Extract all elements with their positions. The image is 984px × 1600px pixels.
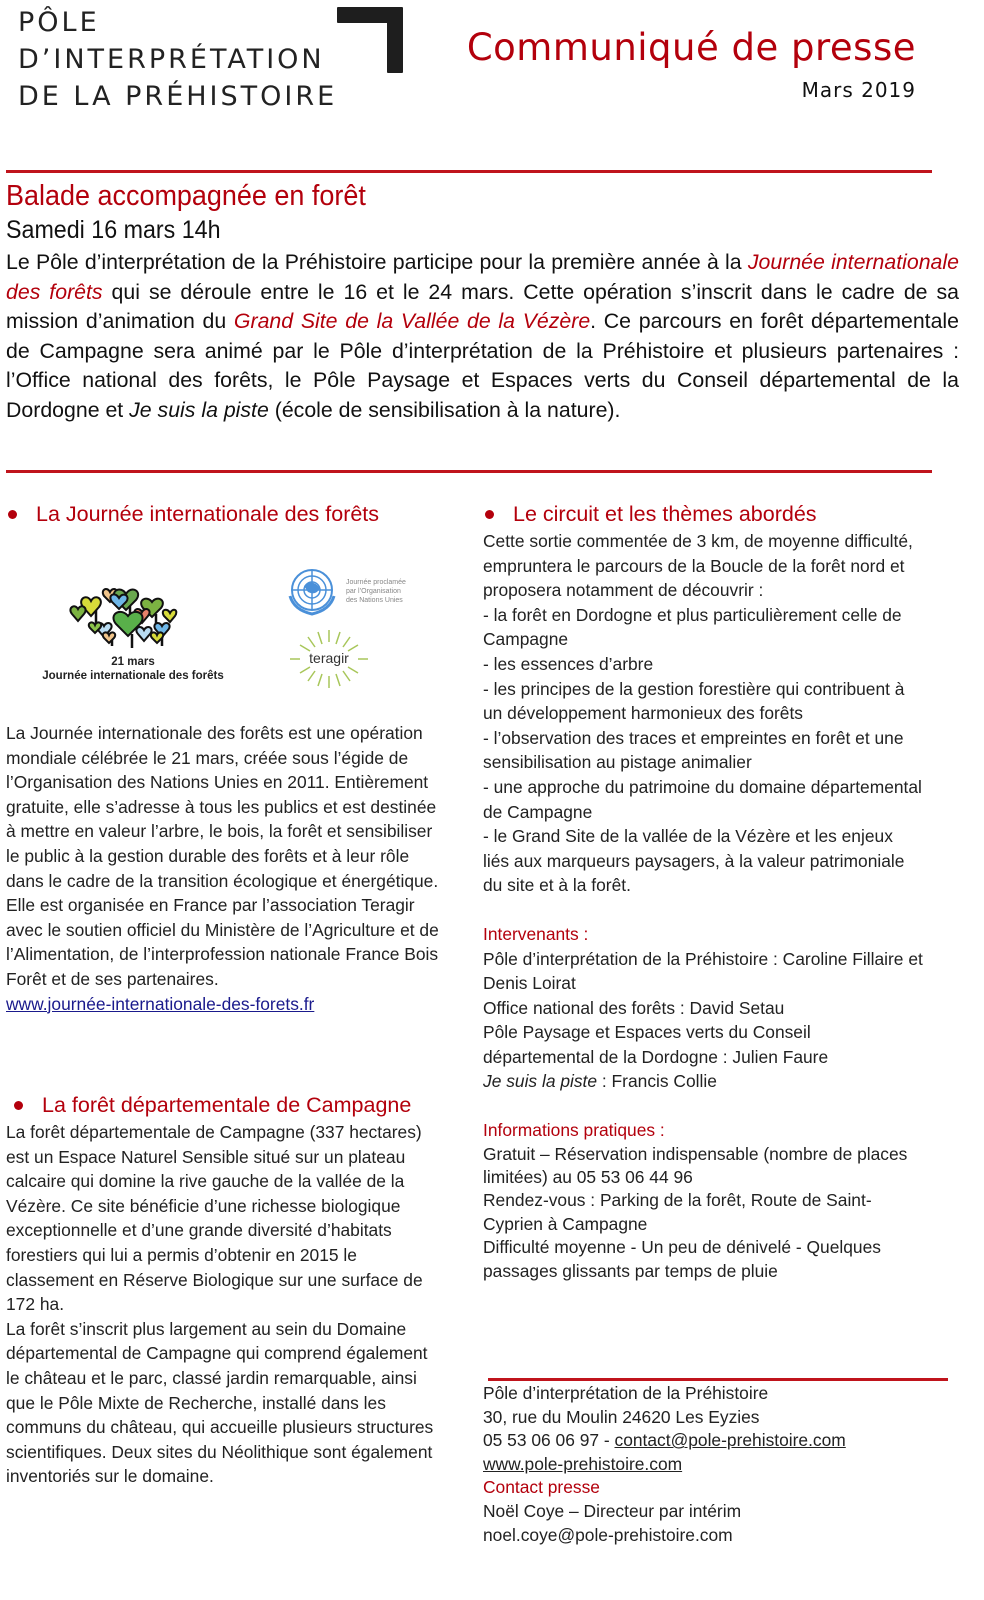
journee-description: La Journée internationale des forêts est une opération mondiale célébrée le 21 mars, créée sous l’égide de l’Organisation des Nations Unies en 2011. Entièrement gratuite, elle s’adresse à tous les publics et est destinée à mettre en valeur l’arbre, le bois, la forêt et sensibiliser le public à la gestion durable des forêts et à leur rôle dans le cadre de la transition écologique et énergétique. Elle est organisée en France par l’association Teragir avec le soutien officiel du Ministère de l’Agriculture et de l’Alimentation, de l’interprofession nationale France Bois Forêt et de ses partenaires. bbox=[6, 723, 439, 989]
campagne-body bbox=[6, 1120, 442, 1489]
un-proclamation-text bbox=[346, 578, 406, 605]
journee-body bbox=[6, 721, 444, 1016]
contact-phone-email bbox=[483, 1429, 953, 1453]
bullet-icon bbox=[485, 510, 494, 519]
section-heading-text: La Journée internationale des forêts bbox=[36, 502, 380, 526]
section-heading-circuit bbox=[485, 502, 817, 527]
circuit-intro: Cette sortie commentée de 3 km, de moyenne difficulté, empruntera le parcours de la Boucle de la forêt nord et proposera notamment de découvrir : bbox=[483, 531, 913, 601]
un-text-line: par l’Organisation bbox=[346, 587, 401, 595]
event-intro-paragraph bbox=[6, 248, 959, 426]
section-heading-journee bbox=[8, 502, 379, 527]
info-line: Gratuit – Réservation indispensable (nombre de places limitées) au 05 53 06 44 96 bbox=[483, 1143, 908, 1188]
organization-logo-text bbox=[18, 4, 337, 115]
campagne-paragraph-2: La forêt s’inscrit plus largement au sein du Domaine départemental de Campagne qui comprend également le château et le parc, classé jardin remarquable, ainsi que le Pôle Mixte de Recherche, installé dans les communs du château, qui accueille plusieurs structures scientifiques. Deux sites du Néolithique sont également inventoriés sur le domaine. bbox=[6, 1318, 434, 1487]
logo-caption-date: 21 mars bbox=[111, 656, 155, 668]
press-contact-name: Noël Coye – Directeur par intérim bbox=[483, 1500, 742, 1521]
circuit-item: - les principes de la gestion forestière qui contribuent à un développement harmonieux des forêts bbox=[483, 678, 905, 724]
circuit-item: - les essences d’arbre bbox=[483, 653, 654, 674]
intervenant-line bbox=[483, 1069, 923, 1094]
infos-label: Informations pratiques : bbox=[483, 1120, 665, 1141]
journee-forets-logo bbox=[28, 572, 238, 684]
contact-email-link[interactable]: contact@pole-prehistoire.com bbox=[614, 1430, 846, 1451]
intro-text-3: . Ce parcours en forêt départementale de Campagne sera animé par le Pôle d’interprétation de la Préhistoire et plusieurs partenaires : l’Office national des forêts, le Pôle Paysage et Espaces verts du Conseil départemental de la Dordogne et bbox=[6, 309, 959, 422]
intro-text-4: (école de sensibilisation à la nature). bbox=[268, 397, 621, 422]
logo-caption-title: Journée internationale des forêts bbox=[42, 670, 224, 682]
intro-text-2: qui se déroule entre le 16 et le 24 mars. Cette opération s’inscrit dans le cadre de sa mission d’animation du bbox=[6, 279, 959, 334]
contact-address: 30, rue du Moulin 24620 Les Eyzies bbox=[483, 1406, 760, 1427]
intervenants-label: Intervenants : bbox=[483, 923, 589, 944]
circuit-item: - la forêt en Dordogne et plus particulièrement celle de Campagne bbox=[483, 604, 902, 650]
website-link[interactable]: www.pole-prehistoire.com bbox=[483, 1453, 683, 1474]
top-divider bbox=[6, 170, 932, 173]
intro-je-suis-la-piste: Je suis la piste bbox=[129, 397, 269, 422]
intervenant-name: : Francis Collie bbox=[597, 1071, 717, 1092]
press-contact-label: Contact presse bbox=[483, 1477, 600, 1498]
intro-text-1: Le Pôle d’interprétation de la Préhistoire participe pour la première année à la bbox=[6, 250, 748, 274]
event-title: Balade accompagnée en forêt bbox=[6, 180, 366, 212]
je-suis-la-piste: Je suis la piste bbox=[483, 1071, 598, 1092]
un-text-line: des Nations Unies bbox=[346, 596, 403, 604]
circuit-item: - l’observation des traces et empreintes en forêt et une sensibilisation au pistage animalier bbox=[483, 727, 904, 773]
circuit-item: - le Grand Site de la vallée de la Vézère et les enjeux liés aux marqueurs paysagers, à la valeur patrimoniale du site et à la forêt. bbox=[483, 826, 905, 896]
section-heading-text: La forêt départementale de Campagne bbox=[42, 1093, 412, 1117]
info-line: Difficulté moyenne - Un peu de dénivelé - Quelques passages glissants par temps de pluie bbox=[483, 1237, 881, 1281]
contact-phone: 05 53 06 06 97 - bbox=[483, 1430, 615, 1451]
circuit-body bbox=[483, 529, 923, 1283]
un-text-line: Journée proclamée bbox=[346, 578, 406, 586]
event-datetime: Samedi 16 mars 14h bbox=[6, 216, 221, 244]
press-contact-email: noel.coye@pole-prehistoire.com bbox=[483, 1524, 733, 1545]
un-logo bbox=[286, 566, 416, 616]
teragir-logo bbox=[288, 628, 370, 690]
intro-highlight-grand-site: Grand Site de la Vallée de la Vézère bbox=[233, 309, 591, 334]
intro-highlight-journee: Journée internationale des forêts bbox=[6, 250, 959, 304]
heart-trees-icon bbox=[28, 572, 238, 650]
circuit-item: - une approche du patrimoine du domaine départemental de Campagne bbox=[483, 776, 922, 822]
logo-line-3: DE LA PRÉHISTOIRE bbox=[18, 81, 338, 112]
un-emblem-icon bbox=[286, 566, 338, 616]
teragir-label: teragir bbox=[309, 650, 349, 666]
info-line: Rendez-vous : Parking de la forêt, Route de Saint-Cyprien à Campagne bbox=[483, 1190, 872, 1234]
intervenant-line: Pôle d’interprétation de la Préhistoire : Caroline Fillaire et Denis Loirat bbox=[483, 948, 923, 994]
journee-website-link[interactable]: www.journée-internationale-des-forets.fr bbox=[6, 993, 315, 1014]
contact-divider bbox=[488, 1378, 948, 1381]
intro-divider bbox=[6, 470, 932, 473]
bullet-icon bbox=[8, 510, 17, 519]
section-heading-campagne bbox=[14, 1093, 411, 1118]
document-title: Communiqué de presse bbox=[466, 26, 916, 69]
contact-block bbox=[483, 1382, 953, 1547]
intervenant-line: Office national des forêts : David Setau bbox=[483, 997, 785, 1018]
section-heading-text: Le circuit et les thèmes abordés bbox=[513, 502, 817, 526]
logo-line-2: D’INTERPRÉTATION bbox=[18, 44, 325, 75]
contact-organization: Pôle d’interprétation de la Préhistoire bbox=[483, 1383, 769, 1403]
bullet-icon bbox=[14, 1101, 23, 1110]
intervenant-line: Pôle Paysage et Espaces verts du Conseil départemental de la Dordogne : Julien Faure bbox=[483, 1022, 829, 1067]
logo-corner-mark-icon bbox=[336, 6, 406, 76]
document-date: Mars 2019 bbox=[801, 78, 916, 102]
logo-line-1: PÔLE bbox=[18, 7, 100, 38]
campagne-paragraph-1: La forêt départementale de Campagne (337 hectares) est un Espace Naturel Sensible situé sur un plateau calcaire qui domine la rive gauche de la vallée de la Vézère. Ce site bénéficie d’une richesse biologique exceptionnelle et d’une grande diversité d’habitats forestiers qui lui a permis d’obtenir en 2015 le classement en Réserve Biologique sur une surface de 172 ha. bbox=[6, 1122, 423, 1315]
